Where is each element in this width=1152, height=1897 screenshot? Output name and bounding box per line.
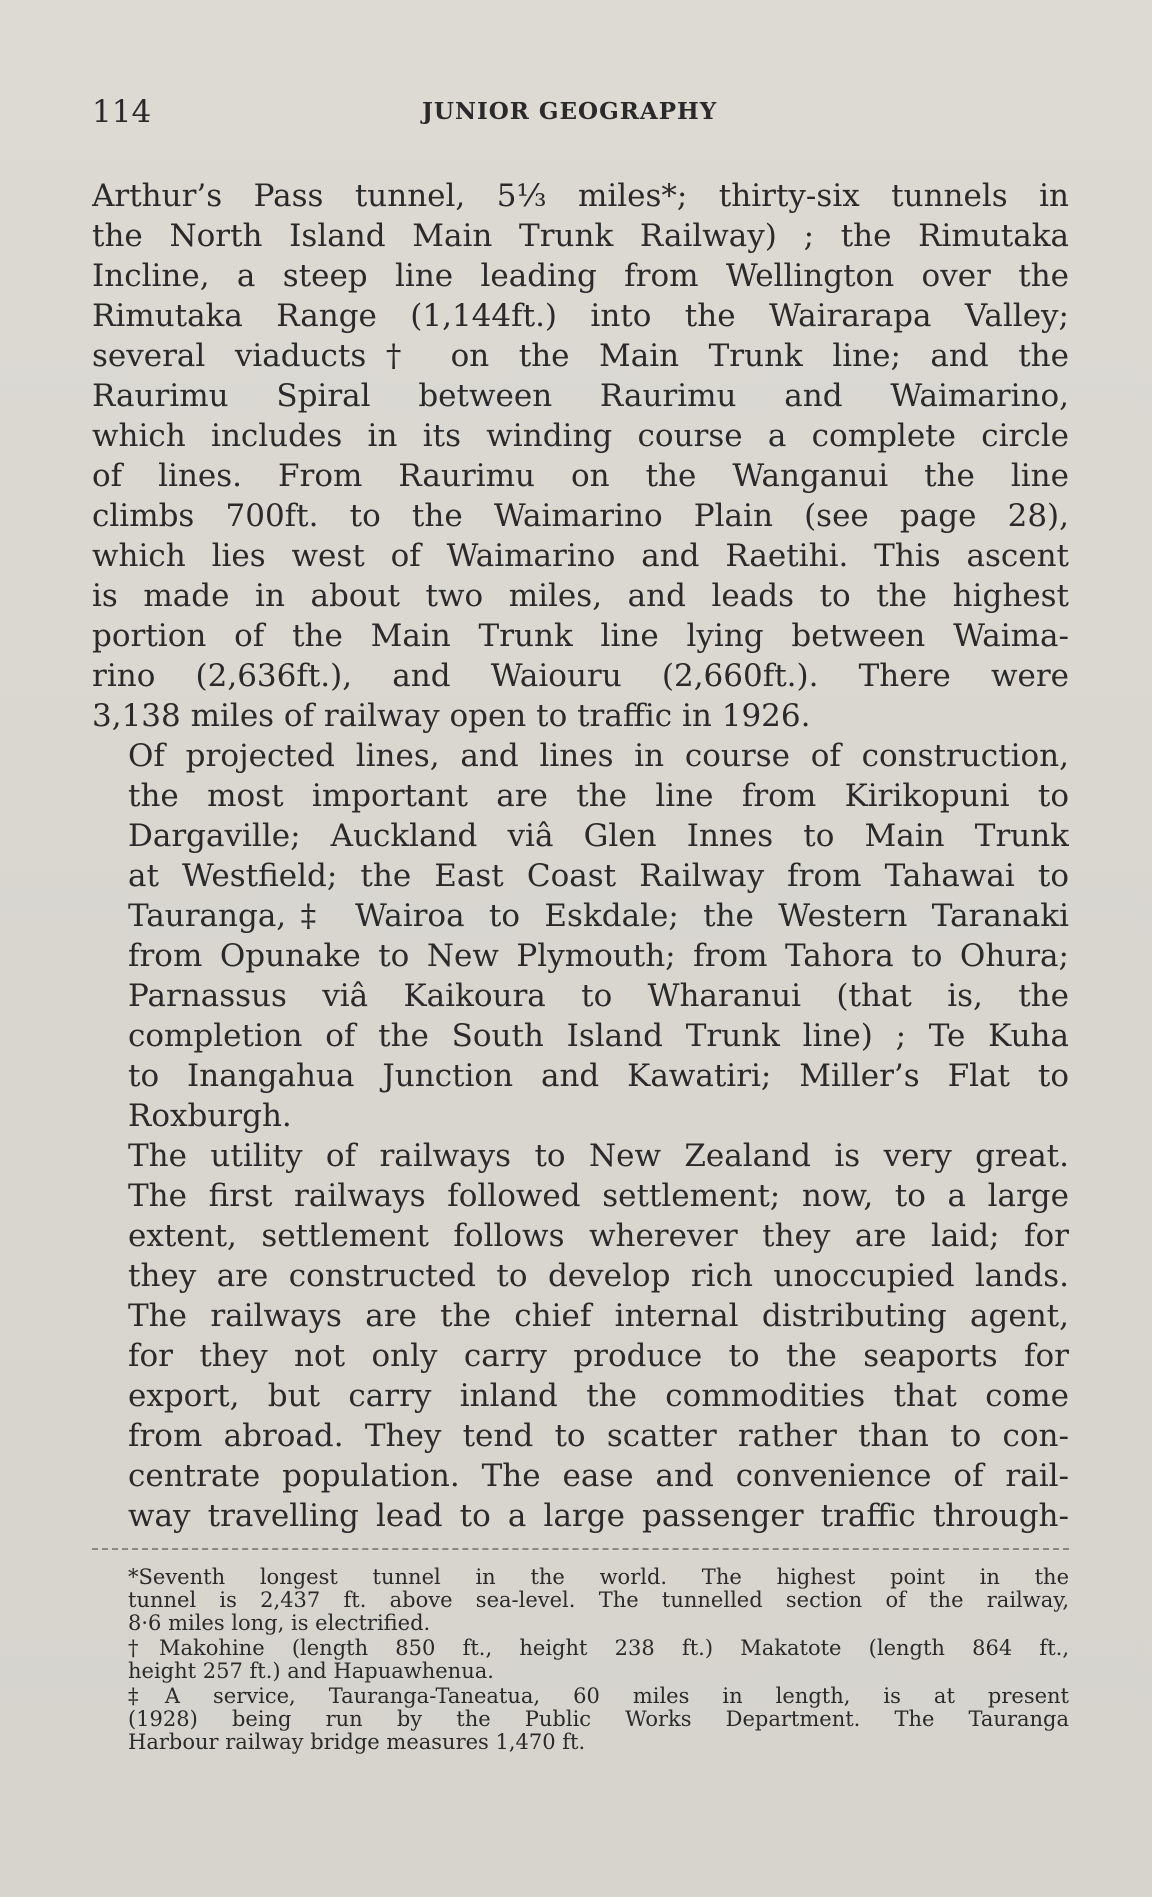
text-line: The railways are the chief internal distributing agent,: [128, 1298, 1069, 1334]
footnote-1: [92, 1566, 1069, 1635]
text-line: to Inangahua Junction and Kawatiri; Miller’s Flat to: [128, 1058, 1069, 1094]
text-line: completion of the South Island Trunk line) ; Te Kuha: [128, 1018, 1069, 1054]
footnote-line: Harbour railway bridge measures 1,470 ft.: [128, 1731, 586, 1754]
text-line: from abroad. They tend to scatter rather than to con-: [128, 1418, 1069, 1454]
text-line: which includes in its winding course a complete circle: [92, 418, 1069, 454]
footnote-line: †Makohine (length 850 ft., height 238 ft.) Makatote (length 864 ft.,: [128, 1637, 1069, 1660]
footnote-line: ‡A service, Tauranga-Taneatua, 60 miles in length, is at present: [128, 1685, 1069, 1708]
text-line: they are constructed to develop rich unoccupied lands.: [128, 1258, 1069, 1294]
text-line: several viaducts† on the Main Trunk line; and the: [92, 338, 1069, 374]
footnote-2: [92, 1637, 1069, 1683]
text-line: of lines. From Raurimu on the Wanganui the line: [92, 458, 1069, 494]
text-line: rino (2,636ft.), and Waiouru (2,660ft.). There were: [92, 658, 1069, 694]
text-line: is made in about two miles, and leads to the highest: [92, 578, 1069, 614]
text-line: way travelling lead to a large passenger traffic through-: [128, 1498, 1069, 1534]
paragraph-3: [92, 1136, 1069, 1536]
text-line: extent, settlement follows wherever they are laid; for: [128, 1218, 1069, 1254]
footnote-line: (1928) being run by the Public Works Department. The Tauranga: [128, 1708, 1069, 1731]
text-line: at Westfield; the East Coast Railway from Tahawai to: [128, 858, 1069, 894]
text-line: portion of the Main Trunk line lying between Waima-: [92, 618, 1069, 654]
text-line: Roxburgh.: [128, 1098, 292, 1134]
text-line: the most important are the line from Kirikopuni to: [128, 778, 1069, 814]
text-line: Parnassus viâ Kaikoura to Wharanui (that is, the: [128, 978, 1069, 1014]
footnote-3: [92, 1685, 1069, 1754]
footnote-line: 8·6 miles long, is electrified.: [128, 1612, 431, 1635]
text-line: Dargaville; Auckland viâ Glen Innes to Main Trunk: [128, 818, 1069, 854]
text-line: the North Island Main Trunk Railway) ; the Rimutaka: [92, 218, 1069, 254]
footnote-line: height 257 ft.) and Hapuawhenua.: [128, 1660, 494, 1683]
text-line: Of projected lines, and lines in course of construction,: [128, 738, 1069, 774]
text-line: Arthur’s Pass tunnel, 5⅓ miles*; thirty-six tunnels in: [92, 178, 1069, 214]
text-line: export, but carry inland the commodities that come: [128, 1378, 1069, 1414]
text-line: climbs 700ft. to the Waimarino Plain (see page 28),: [92, 498, 1069, 534]
text-line: centrate population. The ease and convenience of rail-: [128, 1458, 1069, 1494]
page-number: 114: [92, 94, 152, 130]
text-line: The first railways followed settlement; now, to a large: [128, 1178, 1069, 1214]
text-line: 3,138 miles of railway open to traffic in 1926.: [92, 698, 811, 734]
paragraph-1: [92, 176, 1069, 736]
text-line: Rimutaka Range (1,144ft.) into the Wairarapa Valley;: [92, 298, 1069, 334]
paragraph-2: [92, 736, 1069, 1136]
text-line: Raurimu Spiral between Raurimu and Waimarino,: [92, 378, 1069, 414]
body-text: [92, 176, 1069, 1536]
footnotes: [92, 1566, 1069, 1754]
footnote-line: tunnel is 2,437 ft. above sea-level. The tunnelled section of the railway,: [128, 1589, 1069, 1612]
text-line: Tauranga,‡ Wairoa to Eskdale; the Western Taranaki: [128, 898, 1069, 934]
text-line: for they not only carry produce to the seaports for: [128, 1338, 1069, 1374]
page-header: [92, 92, 1069, 132]
text-line: which lies west of Waimarino and Raetihi. This ascent: [92, 538, 1069, 574]
text-line: The utility of railways to New Zealand is very great.: [128, 1138, 1069, 1174]
text-line: from Opunake to New Plymouth; from Tahora to Ohura;: [128, 938, 1069, 974]
footnote-line: *Seventh longest tunnel in the world. The highest point in the: [128, 1566, 1069, 1589]
running-head: JUNIOR GEOGRAPHY: [422, 98, 718, 125]
text-line: Incline, a steep line leading from Wellington over the: [92, 258, 1069, 294]
footnote-divider: [92, 1548, 1069, 1550]
